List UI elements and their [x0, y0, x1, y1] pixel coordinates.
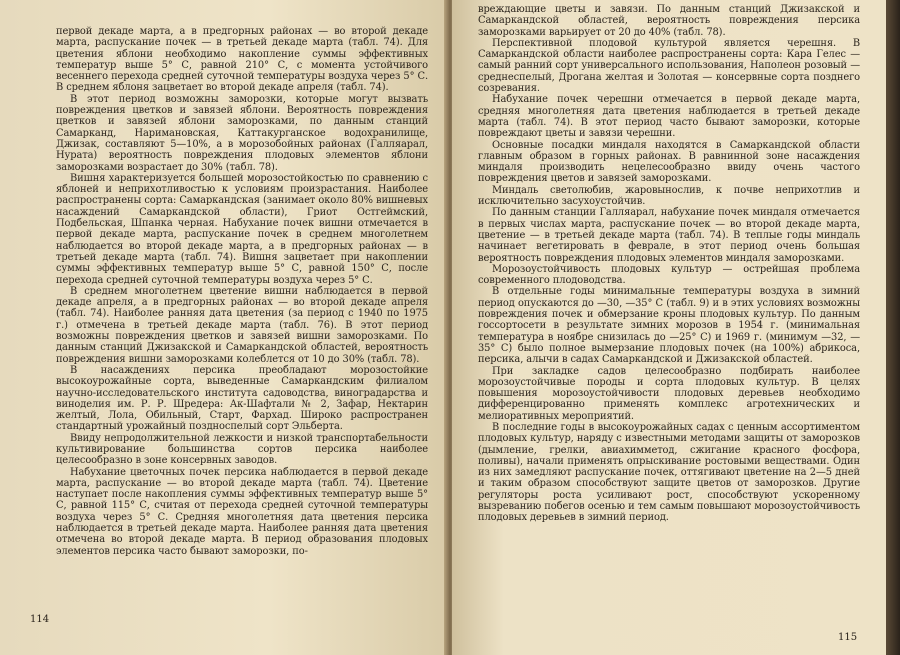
left-page-text — [56, 26, 428, 557]
paragraph: По данным станции Галляарал, набухание почек миндаля отмечается в первых числах марта, распускание почек — во второй декаде марта, цветение — в третьей декаде марта (табл. 74). В теплые годы миндаль начинает вегетировать в феврале, в этот период очень большая вероятность повреждения плодовых элементов миндаля заморозками. — [478, 207, 860, 264]
paragraph: Набухание цветочных почек персика наблюдается в первой декаде марта, распускание — во второй декаде марта (табл. 74). Цветение наступает после накопления суммы эффективных температур выше 5° С, равной 115° С, считая от перехода средней суточной температуры воздуха через 5° С. Средняя многолетняя дата цветения персика наблюдается в третьей декаде марта. Наиболее ранняя дата цветения отмечена во второй декаде марта. В период образования плодовых элементов персика часто бывают заморозки, по- — [56, 466, 428, 557]
paragraph: Основные посадки миндаля находятся в Самаркандской области главным образом в горных районах. В равнинной зоне насаждения миндаля производить нецелесообразно ввиду очень частого повреждения цветов и завязей заморозками. — [478, 139, 860, 185]
paragraph: первой декаде марта, а в предгорных районах — во второй декаде марта, распускание почек — в третьей декаде марта (табл. 74). Для цветения яблони необходимо накопление суммы эффективных температур выше 5° С, равной 210° С, с момента устойчивого весеннего перехода средней суточной температуры воздуха через 5° С. В среднем яблоня зацветает во второй декаде апреля (табл. 74). — [56, 26, 428, 94]
paragraph: Ввиду непродолжительной лежкости и низкой транспортабельности культивирование большинства сортов персика наиболее целесообразно в зоне консервных заводов. — [56, 432, 428, 467]
right-page-text — [478, 4, 860, 524]
page-number-right: 115 — [838, 632, 858, 643]
paragraph: вреждающие цветы и завязи. По данным станций Джизакской и Самаркандской областей, вероятность повреждения персика заморозками варьирует от 20 до 40% (табл. 78). — [478, 4, 860, 38]
paragraph: Набухание почек черешни отмечается в первой декаде марта, средняя многолетняя дата цветения наблюдается в третьей декаде марта (табл. 74). В этот период часто бывают заморозки, которые повреждают цветы и завязи черешни. — [478, 94, 860, 140]
paragraph: Перспективной плодовой культурой является черешня. В Самаркандской области наиболее распространены сорта: Кара Гелес — самый ранний сорт универсального использования, Наполеон розовый — среднеспелый, Дрогана желтая и Золотая — консервные сорта позднего созревания. — [478, 37, 860, 95]
book-edge — [886, 0, 900, 655]
paragraph: В последние годы в высокоурожайных садах с ценным ассортиментом плодовых культур, наряду с известными методами защиты от заморозков (дымление, грелки, авиахимметод, сжигание красного фосфора, поливы), начали применять опрыскивание ростовыми веществами. Один из них замедляют распускание почек, оттягивают цветение на 2—5 дней и таким образом способствуют защите цветов от заморозков. Другие регуляторы роста усиливают рост, способствуют ускоренному вызреванию побегов осенью и тем самым повышают морозоустойчивость плодовых деревьев в зимний период. — [478, 421, 860, 524]
left-page — [0, 0, 448, 655]
paragraph: При закладке садов целесообразно подбирать наиболее морозоустойчивые породы и сорта плодовых культур. В целях повышения морозоустойчивости плодовых деревьев необходимо дифференцированно применять комплекс агротехнических и мелиоративных мероприятий. — [478, 365, 860, 422]
paragraph: В отдельные годы минимальные температуры воздуха в зимний период опускаются до —30, —35° С (табл. 9) и в этих условиях возможны повреждения почек и обмерзание кроны плодовых культур. По данным госсортосети в результате зимних морозов в 1954 г. (минимальная температура в ноябре снизилась до —25° С) и 1969 г. (минимум —32, —35° С) было полное вымерзание плодовых почек (на 100%) абрикоса, персика, алычи в садах Самаркандской и Джизакской областей. — [478, 286, 860, 366]
page-number-left: 114 — [30, 614, 50, 625]
paragraph: Вишня характеризуется большей морозостойкостью по сравнению с яблоней и неприхотливостью к условиям произрастания. Наиболее распространены сорта: Самаркандская (занимает около 80% вишневых насаждений Самаркандской области), Гриот Остгеймский, Подбельская, Шпанка черная. Набухание почек вишни отмечается в первой декаде марта, распускание почек в среднем многолетнем наблюдается во второй декаде марта, а в предгорных районах — в третьей декаде марта (табл. 74). Вишня зацветает при накоплении суммы эффективных температур выше 5° С, равной 150° С, после перехода средней суточной температуры воздуха через 5° С. — [56, 172, 428, 286]
right-page — [452, 0, 886, 655]
paragraph: В среднем многолетнем цветение вишни наблюдается в первой декаде апреля, а в предгорных районах — во второй декаде апреля (табл. 74). Наиболее ранняя дата цветения (за период с 1940 по 1975 г.) отмечена в третьей декаде марта (табл. 76). В этот период возможны повреждения цветков и завязей вишни заморозками. По данным станций Джизакской и Самаркандской областей, вероятность повреждения вишни заморозками колеблется от 10 до 30% (табл. 78). — [56, 285, 428, 365]
paragraph: Миндаль светолюбив, жаровынослив, к почве неприхотлив и исключительно засухоустойчив. — [478, 184, 860, 208]
paragraph: В этот период возможны заморозки, которые могут вызвать повреждения цветков и завязей яблони. Вероятность повреждения цветков и завязей яблони заморозками, по данным станций Самарканд, Наримановская, Каттакурганское водохранилище, Джизак, составляют 5—10%, а в морозобойных районах (Галляарал, Нурата) вероятность повреждения плодовых элементов яблони заморозками возрастает до 30% (табл. 78). — [56, 93, 428, 173]
paragraph: Морозоустойчивость плодовых культур — острейшая проблема современного плодоводства. — [478, 263, 860, 287]
paragraph: В насаждениях персика преобладают морозостойкие высокоурожайные сорта, выведенные Самаркандским филиалом научно-исследовательского института садоводства, виноградарства и виноделия им. Р. Р. Шредера: Ак-Шафтали № 2, Зафар, Нектарин желтый, Лола, Обильный, Старт, Фархад. Широко распространен стандартный урожайный поздноспелый сорт Эльберта. — [56, 364, 428, 433]
